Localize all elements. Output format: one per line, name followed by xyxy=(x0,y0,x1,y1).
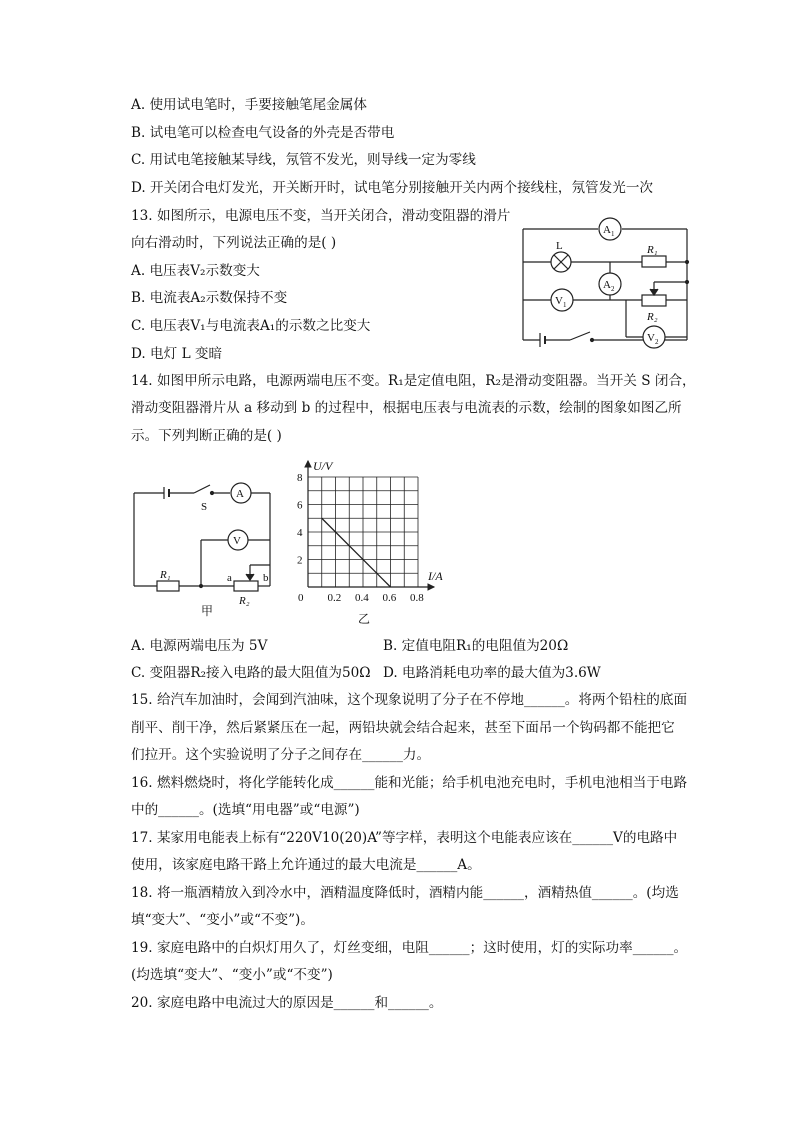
q12-option-b: B. 试电笔可以检查电气设备的外壳是否带电 xyxy=(131,125,395,141)
q20-line1: 20. 家庭电路中电流过大的原因是______和______。 xyxy=(131,995,443,1011)
x-tick-label: 0.8 xyxy=(410,592,424,604)
q13-option-b: B. 电流表A₂示数保持不变 xyxy=(131,290,288,306)
chart-caption: 乙 xyxy=(358,612,371,626)
switch-label: S xyxy=(201,501,208,513)
q14-option-c: C. 变阻器R₂接入电路的最大阻值为50Ω xyxy=(131,665,371,681)
q14-stem-line2: 滑动变阻器滑片从 a 移动到 b 的过程中，根据电压表与电流表的示数，绘制的图象如图乙所 xyxy=(131,400,682,416)
q13-circuit-diagram xyxy=(510,212,700,360)
series-line xyxy=(322,518,391,587)
r1-label: R₁ xyxy=(647,244,658,256)
y-tick-label: 2 xyxy=(297,554,303,567)
x-tick-label: 0.2 xyxy=(327,592,342,604)
caption-jia: 甲 xyxy=(201,604,214,618)
svg-text:2: 2 xyxy=(655,338,659,346)
q14-stem-line1: 14. 如图甲所示电路，电源两端电压不变。R₁是定值电阻，R₂是滑动变阻器。当开关 S 闭合， xyxy=(131,373,696,389)
x-tick-label: 0.4 xyxy=(355,592,369,604)
q14-stem-line3: 示。下列判断正确的是( ) xyxy=(131,428,282,444)
q15-line3: 们拉开。这个实验说明了分子之间存在______力。 xyxy=(131,747,431,763)
svg-text:A: A xyxy=(603,279,611,291)
q18-line1: 18. 将一瓶酒精放入到冷水中，酒精温度降低时，酒精内能______，酒精热值______。(均选 xyxy=(131,885,679,901)
rheostat-r2-icon xyxy=(234,581,258,591)
r2-label: R₂ xyxy=(647,311,658,323)
switch-s-icon xyxy=(194,485,210,493)
svg-text:V: V xyxy=(647,332,655,344)
y-axis-arrow xyxy=(305,461,311,467)
r1-label: R₁ xyxy=(160,569,171,581)
q14-option-a: A. 电源两端电压为 5V xyxy=(131,638,268,654)
q15-line1: 15. 给汽车加油时，会闻到汽油味，这个现象说明了分子在不停地______。将两个铅柱的底面 xyxy=(131,692,688,708)
svg-text:V: V xyxy=(555,295,563,307)
q12-option-d: D. 开关闭合电灯发光，开关断开时，试电笔分别接触开关内两个接线柱，氖管发光一次 xyxy=(131,180,654,196)
q14-ui-chart xyxy=(290,452,455,630)
q16-line2: 中的______。(选填“用电器”或“电源”) xyxy=(131,802,360,818)
r2-label: R₂ xyxy=(239,595,250,607)
q13-option-d: D. 电灯 L 变暗 xyxy=(131,346,223,362)
x-axis-label: I/A xyxy=(428,569,443,583)
lamp-l-label: L xyxy=(556,240,563,252)
q12-option-a: A. 使用试电笔时，手要接触笔尾金属体 xyxy=(131,97,367,113)
q13-stem-line2: 向右滑动时，下列说法正确的是( ) xyxy=(131,235,337,251)
q19-line1: 19. 家庭电路中的白炽灯用久了，灯丝变细，电阻______；这时使用，灯的实际功率______。 xyxy=(131,940,688,956)
y-axis-label: U/V xyxy=(313,459,333,473)
switch-icon xyxy=(570,332,590,340)
q14-option-d: D. 电路消耗电功率的最大值为3.6W xyxy=(383,665,601,681)
q13-option-c: C. 电压表V₁与电流表A₁的示数之比变大 xyxy=(131,318,371,334)
origin-label: 0 xyxy=(298,592,304,604)
q17-line2: 使用，该家庭电路干路上允许通过的最大电流是______A。 xyxy=(131,857,481,873)
svg-text:2: 2 xyxy=(611,285,615,293)
y-tick-label: 4 xyxy=(297,527,303,539)
q12-option-c: C. 用试电笔接触某导线，氖管不发光，则导线一定为零线 xyxy=(131,152,476,168)
terminal-b-label: b xyxy=(263,572,269,584)
ammeter-label: A xyxy=(236,488,244,500)
rheostat-r2-icon xyxy=(642,295,666,306)
svg-text:1: 1 xyxy=(611,230,615,238)
q16-line1: 16. 燃料燃烧时，将化学能转化成______能和光能；给手机电池充电时，手机电池相当于电路 xyxy=(131,775,688,791)
terminal-a-label: a xyxy=(227,572,232,584)
q13-stem-line1: 13. 如图所示，电源电压不变，当开关闭合，滑动变阻器的滑片 xyxy=(131,208,511,224)
svg-text:1: 1 xyxy=(563,301,567,309)
svg-text:A: A xyxy=(603,224,611,236)
q15-line2: 削平、削干净，然后紧紧压在一起，两铅块就会结合起来，甚至下面吊一个钩码都不能把它 xyxy=(131,720,675,736)
q17-line1: 17. 某家用电能表上标有“220V10(20)A”等字样，表明这个电能表应该在______V的电路中 xyxy=(131,830,678,846)
resistor-r1-icon xyxy=(157,581,179,591)
x-axis-arrow xyxy=(428,584,434,590)
q19-line2: (均选填“变大”、“变小”或“不变”) xyxy=(131,967,333,983)
q14-circuit-diagram xyxy=(125,476,285,618)
y-tick-label: 8 xyxy=(297,472,303,484)
q13-option-a: A. 电压表V₂示数变大 xyxy=(131,263,260,279)
x-tick-label: 0.6 xyxy=(382,592,397,604)
voltmeter-label: V xyxy=(233,535,241,547)
q18-line2: 填“变大”、“变小”或“不变”)。 xyxy=(131,912,314,928)
resistor-r1-icon xyxy=(642,256,666,267)
q14-option-b: B. 定值电阻R₁的电阻值为20Ω xyxy=(383,638,569,654)
y-tick-label: 6 xyxy=(297,499,303,512)
